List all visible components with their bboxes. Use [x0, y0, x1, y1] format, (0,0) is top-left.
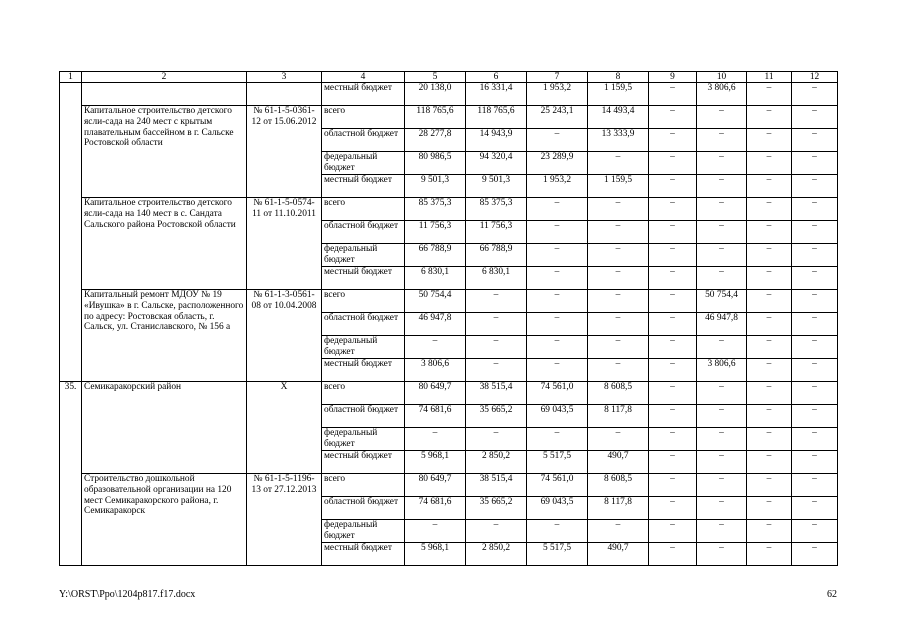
- value-cell-col11: –: [747, 129, 792, 152]
- value-cell-col12: –: [792, 152, 838, 175]
- value-cell-col9: –: [649, 543, 697, 566]
- value-cell-col11: –: [747, 290, 792, 313]
- value-cell-col8: –: [588, 152, 649, 175]
- value-cell-col7: 1 953,2: [527, 175, 588, 198]
- value-cell-col11: –: [747, 175, 792, 198]
- value-cell-col5: 50 754,4: [405, 290, 466, 313]
- column-header: 8: [588, 72, 649, 83]
- value-cell-col12: –: [792, 474, 838, 497]
- value-cell-col12: –: [792, 267, 838, 290]
- value-cell-col7: 25 243,1: [527, 106, 588, 129]
- value-cell-col7: 5 517,5: [527, 451, 588, 474]
- value-cell-col9: –: [649, 106, 697, 129]
- value-cell-col9: –: [649, 313, 697, 336]
- row-number-cell: [60, 290, 82, 382]
- object-name-cell: Семикаракорский район: [82, 382, 247, 474]
- value-cell-col9: –: [649, 221, 697, 244]
- budget-table: [59, 71, 838, 566]
- funding-source-cell: областной бюджет: [322, 221, 405, 244]
- value-cell-col10: –: [697, 336, 747, 359]
- value-cell-col9: –: [649, 290, 697, 313]
- funding-source-cell: федеральный бюджет: [322, 152, 405, 175]
- value-cell-col7: –: [527, 129, 588, 152]
- value-cell-col8: –: [588, 313, 649, 336]
- column-header: 1: [60, 72, 82, 83]
- value-cell-col7: 69 043,5: [527, 497, 588, 520]
- column-header: 12: [792, 72, 838, 83]
- value-cell-col12: –: [792, 221, 838, 244]
- value-cell-col5: 9 501,3: [405, 175, 466, 198]
- value-cell-col12: –: [792, 290, 838, 313]
- value-cell-col10: 3 806,6: [697, 359, 747, 382]
- value-cell-col11: –: [747, 405, 792, 428]
- value-cell-col11: –: [747, 382, 792, 405]
- value-cell-col10: –: [697, 129, 747, 152]
- value-cell-col11: –: [747, 543, 792, 566]
- value-cell-col5: –: [405, 520, 466, 543]
- value-cell-col9: –: [649, 152, 697, 175]
- value-cell-col6: 14 943,9: [466, 129, 527, 152]
- value-cell-col7: –: [527, 336, 588, 359]
- value-cell-col5: –: [405, 428, 466, 451]
- value-cell-col7: –: [527, 290, 588, 313]
- value-cell-col11: –: [747, 474, 792, 497]
- value-cell-col12: –: [792, 497, 838, 520]
- table-row: [60, 290, 838, 313]
- value-cell-col9: –: [649, 244, 697, 267]
- file-path: Y:\ORST\Ppo\1204p817.f17.docx: [59, 589, 196, 600]
- value-cell-col5: 28 277,8: [405, 129, 466, 152]
- value-cell-col10: –: [697, 428, 747, 451]
- column-number-row: [60, 72, 838, 83]
- value-cell-col7: –: [527, 244, 588, 267]
- value-cell-col10: –: [697, 267, 747, 290]
- funding-source-cell: местный бюджет: [322, 543, 405, 566]
- value-cell-col9: –: [649, 382, 697, 405]
- funding-source-cell: местный бюджет: [322, 175, 405, 198]
- value-cell-col12: –: [792, 336, 838, 359]
- row-number-cell: 35.: [60, 382, 82, 474]
- value-cell-col9: –: [649, 83, 697, 106]
- value-cell-col8: 1 159,5: [588, 175, 649, 198]
- value-cell-col8: –: [588, 221, 649, 244]
- funding-source-cell: местный бюджет: [322, 83, 405, 106]
- table-row: [60, 382, 838, 405]
- value-cell-col9: –: [649, 129, 697, 152]
- value-cell-col8: 13 333,9: [588, 129, 649, 152]
- value-cell-col8: –: [588, 520, 649, 543]
- value-cell-col11: –: [747, 244, 792, 267]
- value-cell-col11: –: [747, 83, 792, 106]
- value-cell-col9: –: [649, 336, 697, 359]
- column-header: 7: [527, 72, 588, 83]
- value-cell-col7: –: [527, 428, 588, 451]
- value-cell-col11: –: [747, 520, 792, 543]
- value-cell-col10: –: [697, 175, 747, 198]
- value-cell-col10: 50 754,4: [697, 290, 747, 313]
- value-cell-col5: 5 968,1: [405, 543, 466, 566]
- object-name-cell: Строительство дошкольной образовательной организации на 120 мест Семикаракорского района, г. Семикаракорск: [82, 474, 247, 566]
- value-cell-col12: –: [792, 313, 838, 336]
- value-cell-col7: –: [527, 520, 588, 543]
- value-cell-col5: 46 947,8: [405, 313, 466, 336]
- value-cell-col8: 8 117,8: [588, 497, 649, 520]
- value-cell-col9: –: [649, 359, 697, 382]
- value-cell-col7: –: [527, 359, 588, 382]
- row-number-cell: [60, 83, 82, 106]
- object-name-cell: Капитальный ремонт МДОУ № 19 «Ивушка» в г. Сальске, расположенного по адресу: Ростовская область, г. Сальск, ул. Станиславского, № 156 а: [82, 290, 247, 382]
- column-header: 6: [466, 72, 527, 83]
- value-cell-col9: –: [649, 520, 697, 543]
- value-cell-col9: –: [649, 497, 697, 520]
- value-cell-col12: –: [792, 382, 838, 405]
- value-cell-col7: –: [527, 221, 588, 244]
- value-cell-col6: 35 665,2: [466, 405, 527, 428]
- value-cell-col5: 5 968,1: [405, 451, 466, 474]
- value-cell-col8: 1 159,5: [588, 83, 649, 106]
- value-cell-col6: –: [466, 520, 527, 543]
- value-cell-col10: –: [697, 221, 747, 244]
- value-cell-col8: –: [588, 244, 649, 267]
- value-cell-col5: 118 765,6: [405, 106, 466, 129]
- value-cell-col8: –: [588, 428, 649, 451]
- value-cell-col10: –: [697, 520, 747, 543]
- value-cell-col10: 46 947,8: [697, 313, 747, 336]
- value-cell-col8: 8 608,5: [588, 474, 649, 497]
- value-cell-col8: –: [588, 359, 649, 382]
- value-cell-col7: 74 561,0: [527, 474, 588, 497]
- value-cell-col6: 85 375,3: [466, 198, 527, 221]
- value-cell-col7: 23 289,9: [527, 152, 588, 175]
- value-cell-col8: –: [588, 290, 649, 313]
- registration-cell: № 61-1-3-0561-08 от 10.04.2008: [247, 290, 322, 382]
- column-header: 4: [322, 72, 405, 83]
- value-cell-col11: –: [747, 221, 792, 244]
- funding-source-cell: всего: [322, 198, 405, 221]
- value-cell-col7: 1 953,2: [527, 83, 588, 106]
- funding-source-cell: всего: [322, 106, 405, 129]
- table-row: [60, 198, 838, 221]
- value-cell-col6: –: [466, 336, 527, 359]
- object-name-cell: [82, 83, 247, 106]
- funding-source-cell: федеральный бюджет: [322, 428, 405, 451]
- value-cell-col11: –: [747, 336, 792, 359]
- column-header: 3: [247, 72, 322, 83]
- value-cell-col7: 69 043,5: [527, 405, 588, 428]
- value-cell-col12: –: [792, 83, 838, 106]
- table-row: [60, 474, 838, 497]
- funding-source-cell: всего: [322, 382, 405, 405]
- value-cell-col6: –: [466, 359, 527, 382]
- row-number-cell: [60, 474, 82, 566]
- row-number-cell: [60, 198, 82, 290]
- value-cell-col12: –: [792, 198, 838, 221]
- value-cell-col6: 35 665,2: [466, 497, 527, 520]
- value-cell-col11: –: [747, 106, 792, 129]
- value-cell-col10: –: [697, 497, 747, 520]
- value-cell-col5: 80 986,5: [405, 152, 466, 175]
- value-cell-col7: 5 517,5: [527, 543, 588, 566]
- value-cell-col9: –: [649, 267, 697, 290]
- value-cell-col5: 6 830,1: [405, 267, 466, 290]
- value-cell-col5: 3 806,6: [405, 359, 466, 382]
- value-cell-col9: –: [649, 405, 697, 428]
- registration-cell: № 61-1-5-0361-12 от 15.06.2012: [247, 106, 322, 198]
- value-cell-col6: –: [466, 290, 527, 313]
- value-cell-col12: –: [792, 106, 838, 129]
- funding-source-cell: местный бюджет: [322, 359, 405, 382]
- object-name-cell: Капитальное строительство детского ясли-сада на 140 мест в с. Сандата Сальского района Ростовской области: [82, 198, 247, 290]
- value-cell-col11: –: [747, 267, 792, 290]
- funding-source-cell: местный бюджет: [322, 451, 405, 474]
- value-cell-col10: –: [697, 152, 747, 175]
- value-cell-col8: 14 493,4: [588, 106, 649, 129]
- value-cell-col7: 74 561,0: [527, 382, 588, 405]
- value-cell-col8: –: [588, 336, 649, 359]
- value-cell-col12: –: [792, 520, 838, 543]
- value-cell-col8: –: [588, 198, 649, 221]
- value-cell-col5: 66 788,9: [405, 244, 466, 267]
- value-cell-col6: 2 850,2: [466, 451, 527, 474]
- value-cell-col6: –: [466, 313, 527, 336]
- value-cell-col9: –: [649, 428, 697, 451]
- funding-source-cell: областной бюджет: [322, 313, 405, 336]
- value-cell-col8: 490,7: [588, 451, 649, 474]
- page-number: 62: [827, 589, 837, 600]
- value-cell-col5: 74 681,6: [405, 405, 466, 428]
- value-cell-col12: –: [792, 244, 838, 267]
- value-cell-col5: 11 756,3: [405, 221, 466, 244]
- value-cell-col12: –: [792, 451, 838, 474]
- funding-source-cell: областной бюджет: [322, 405, 405, 428]
- table-row: [60, 106, 838, 129]
- value-cell-col11: –: [747, 198, 792, 221]
- value-cell-col11: –: [747, 428, 792, 451]
- value-cell-col10: –: [697, 474, 747, 497]
- value-cell-col6: 11 756,3: [466, 221, 527, 244]
- value-cell-col11: –: [747, 497, 792, 520]
- value-cell-col5: 85 375,3: [405, 198, 466, 221]
- value-cell-col7: –: [527, 198, 588, 221]
- value-cell-col10: –: [697, 106, 747, 129]
- value-cell-col12: –: [792, 359, 838, 382]
- funding-source-cell: областной бюджет: [322, 497, 405, 520]
- funding-source-cell: федеральный бюджет: [322, 520, 405, 543]
- value-cell-col11: –: [747, 359, 792, 382]
- value-cell-col8: 8 608,5: [588, 382, 649, 405]
- value-cell-col6: 16 331,4: [466, 83, 527, 106]
- column-header: 10: [697, 72, 747, 83]
- column-header: 11: [747, 72, 792, 83]
- value-cell-col8: 8 117,8: [588, 405, 649, 428]
- value-cell-col5: 80 649,7: [405, 474, 466, 497]
- value-cell-col8: 490,7: [588, 543, 649, 566]
- value-cell-col6: 2 850,2: [466, 543, 527, 566]
- value-cell-col6: –: [466, 428, 527, 451]
- value-cell-col6: 94 320,4: [466, 152, 527, 175]
- value-cell-col9: –: [649, 451, 697, 474]
- value-cell-col5: 20 138,0: [405, 83, 466, 106]
- value-cell-col8: –: [588, 267, 649, 290]
- funding-source-cell: всего: [322, 290, 405, 313]
- value-cell-col12: –: [792, 175, 838, 198]
- value-cell-col7: –: [527, 267, 588, 290]
- funding-source-cell: федеральный бюджет: [322, 244, 405, 267]
- value-cell-col10: –: [697, 198, 747, 221]
- value-cell-col7: –: [527, 313, 588, 336]
- column-header: 9: [649, 72, 697, 83]
- funding-source-cell: федеральный бюджет: [322, 336, 405, 359]
- value-cell-col10: –: [697, 543, 747, 566]
- value-cell-col10: –: [697, 405, 747, 428]
- value-cell-col10: –: [697, 382, 747, 405]
- value-cell-col5: 74 681,6: [405, 497, 466, 520]
- value-cell-col6: 66 788,9: [466, 244, 527, 267]
- value-cell-col5: –: [405, 336, 466, 359]
- value-cell-col6: 6 830,1: [466, 267, 527, 290]
- value-cell-col11: –: [747, 451, 792, 474]
- value-cell-col6: 9 501,3: [466, 175, 527, 198]
- value-cell-col12: –: [792, 543, 838, 566]
- funding-source-cell: всего: [322, 474, 405, 497]
- row-number-cell: [60, 106, 82, 198]
- value-cell-col10: 3 806,6: [697, 83, 747, 106]
- registration-cell: № 61-1-5-0574-11 от 11.10.2011: [247, 198, 322, 290]
- registration-cell: [247, 83, 322, 106]
- value-cell-col12: –: [792, 405, 838, 428]
- value-cell-col12: –: [792, 129, 838, 152]
- value-cell-col12: –: [792, 428, 838, 451]
- table-row: [60, 83, 838, 106]
- column-header: 2: [82, 72, 247, 83]
- value-cell-col9: –: [649, 474, 697, 497]
- funding-source-cell: областной бюджет: [322, 129, 405, 152]
- funding-source-cell: местный бюджет: [322, 267, 405, 290]
- value-cell-col11: –: [747, 152, 792, 175]
- value-cell-col10: –: [697, 451, 747, 474]
- value-cell-col10: –: [697, 244, 747, 267]
- value-cell-col5: 80 649,7: [405, 382, 466, 405]
- value-cell-col9: –: [649, 198, 697, 221]
- registration-cell: № 61-1-5-1196-13 от 27.12.2013: [247, 474, 322, 566]
- value-cell-col6: 38 515,4: [466, 382, 527, 405]
- column-header: 5: [405, 72, 466, 83]
- value-cell-col11: –: [747, 313, 792, 336]
- value-cell-col9: –: [649, 175, 697, 198]
- registration-cell: Х: [247, 382, 322, 474]
- object-name-cell: Капитальное строительство детского ясли-сада на 240 мест с крытым плавательным бассейном в г. Сальске Ростовской области: [82, 106, 247, 198]
- value-cell-col6: 38 515,4: [466, 474, 527, 497]
- value-cell-col6: 118 765,6: [466, 106, 527, 129]
